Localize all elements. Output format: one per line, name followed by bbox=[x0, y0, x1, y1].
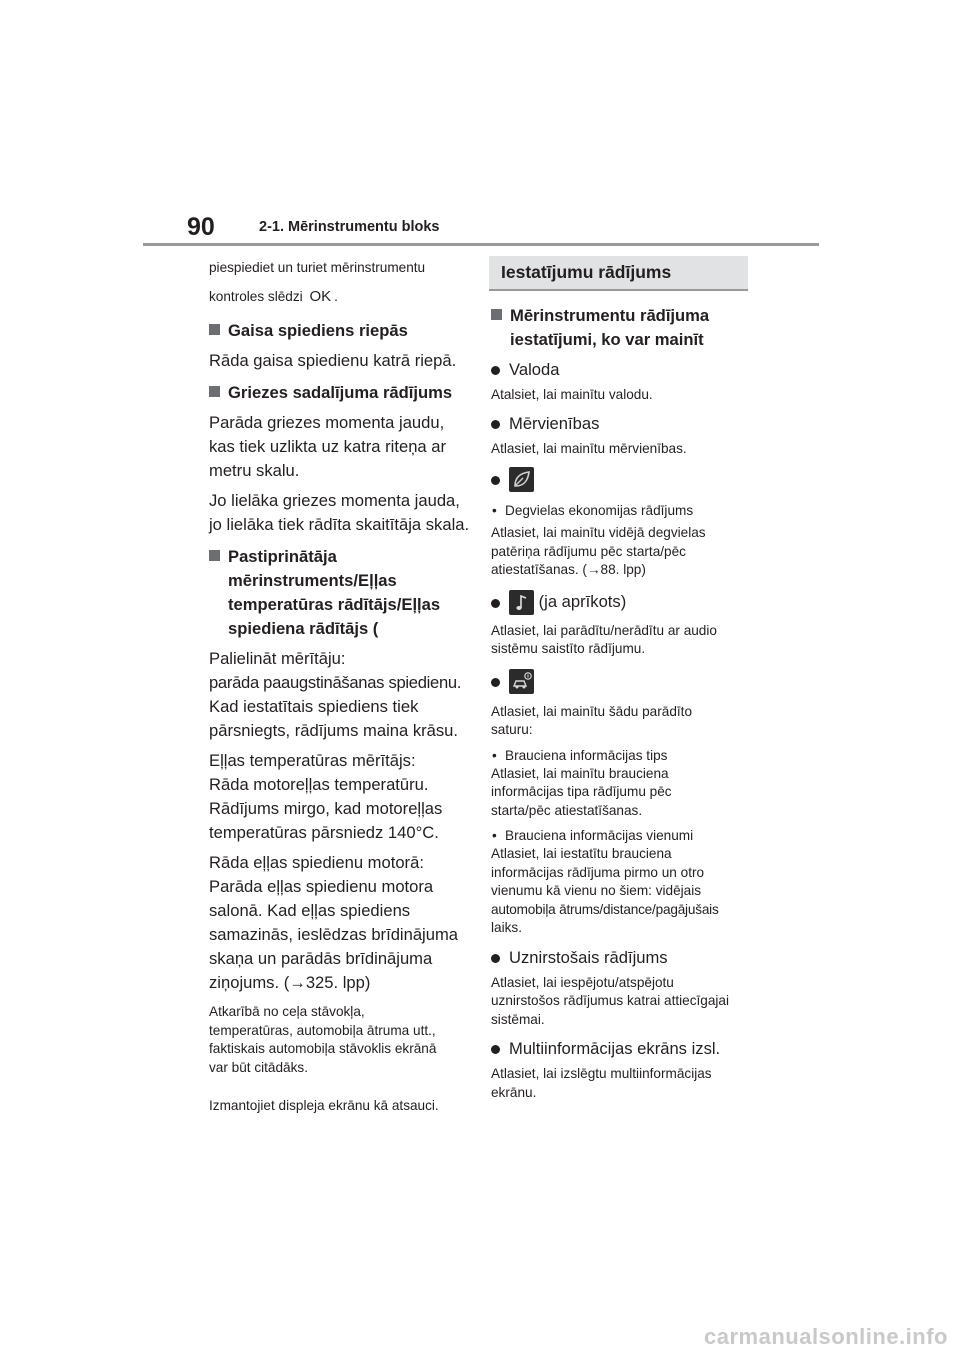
bullet-icon bbox=[491, 678, 500, 687]
bullet-icon bbox=[491, 420, 500, 429]
note-1-line-3: faktiskais automobiļa stāvoklis ekrānā bbox=[209, 1041, 437, 1056]
item-units: Mērvienības bbox=[491, 412, 753, 436]
boost-text-1: Palielināt mērītāju: bbox=[209, 649, 346, 668]
drive-info-sub2-desc-2: informācijas rādījuma pirmo un otro bbox=[491, 864, 705, 880]
item-mid-off: Multiinformācijas ekrāns izsl. bbox=[491, 1037, 753, 1061]
bullet-icon bbox=[491, 1045, 500, 1054]
watermark-logo: carmanualsonline.info bbox=[704, 1324, 948, 1349]
note-2: Izmantojiet displeja ekrānu kā atsauci. bbox=[209, 1098, 439, 1113]
oil-pressure-text-2: Parāda eļļas spiedienu motora bbox=[209, 877, 434, 896]
oil-pressure-text-5: skaņa un parādās brīdinājuma bbox=[209, 949, 433, 968]
language-desc: Atalsiet, lai mainītu valodu. bbox=[491, 387, 653, 402]
square-bullet-icon bbox=[209, 550, 220, 561]
square-bullet-icon bbox=[491, 309, 502, 320]
oil-temp-text-1: Eļļas temperatūras mērītājs: bbox=[209, 751, 416, 770]
drive-info-desc-1: Atlasiet, lai mainītu šādu parādīto bbox=[491, 703, 692, 719]
item-language: Valoda bbox=[491, 358, 753, 382]
boost-text-3: Kad iestatītais spiediens tiek bbox=[209, 697, 419, 716]
section-divider bbox=[489, 289, 748, 291]
intro-line-1: piespiediet un turiet mērinstrumentu bbox=[209, 260, 426, 275]
ok-switch-icon: OK bbox=[309, 287, 332, 305]
boost-text-4: pārsniegts, rādījums maina krāsu. bbox=[209, 721, 459, 740]
heading-tire-pressure: Gaisa spiediens riepās bbox=[209, 319, 471, 343]
note-1-line-2: temperatūras, automobiļa ātruma utt., bbox=[209, 1022, 436, 1038]
bullet-icon bbox=[491, 954, 500, 963]
eco-desc-1: Atlasiet, lai mainītu vidējā degvielas bbox=[491, 525, 706, 540]
heading-boost-gauge-2: mērinstruments/Eļļas bbox=[228, 571, 397, 590]
oil-temp-text-2: Rāda motoreļļas temperatūru. bbox=[209, 775, 429, 794]
item-audio: (ja aprīkots) bbox=[491, 590, 753, 616]
eco-desc-2: patēriņa rādījumu pēc starta/pēc bbox=[491, 543, 686, 559]
popup-desc-1: Atlasiet, lai iespējotu/atspējotu bbox=[491, 974, 674, 990]
bullet-icon bbox=[491, 476, 500, 485]
right-column bbox=[491, 256, 753, 1102]
drive-info-sub2-desc-4: automobiļa ātrums/distance/pagājušais bbox=[491, 901, 719, 917]
drive-info-subitem-1: • Brauciena informācijas tips bbox=[492, 747, 668, 763]
mid-off-desc-1: Atlasiet, lai izslēgtu multiinformācijas bbox=[491, 1066, 712, 1081]
item-drive-info bbox=[491, 669, 753, 695]
drive-info-icon bbox=[509, 669, 534, 694]
note-1-line-4: var būt citādāks. bbox=[209, 1059, 308, 1075]
heading-boost-gauge-3: temperatūras rādītājs/Eļļas bbox=[228, 595, 441, 614]
section-title: Iestatījumu rādījums bbox=[489, 256, 748, 289]
drive-info-subitem-2: • Brauciena informācijas vienumi bbox=[492, 828, 694, 843]
square-bullet-icon bbox=[209, 324, 220, 335]
boost-text-2: parāda paaugstināšanas spiedienu. bbox=[209, 673, 462, 692]
drive-info-sub2-desc-1: Atlasiet, lai iestatītu brauciena bbox=[491, 846, 672, 861]
heading-settings-2: iestatījumi, ko var mainīt bbox=[510, 330, 704, 349]
oil-pressure-text-1: Rāda eļļas spiedienu motorā: bbox=[209, 853, 424, 872]
eco-subitem: • Degvielas ekonomijas rādījums bbox=[492, 503, 694, 518]
heading-boost-gauge: Pastiprinātāja bbox=[209, 545, 471, 569]
torque-text-5: jo lielāka tiek rādīta skaitītāja skala. bbox=[209, 515, 470, 534]
audio-desc-1: Atlasiet, lai parādītu/nerādītu ar audio bbox=[491, 622, 717, 638]
heading-settings: Mērinstrumentu rādījuma bbox=[491, 304, 753, 328]
popup-desc-2: uznirstošos rādījumus katrai attiecīgajai bbox=[491, 993, 729, 1008]
mid-off-desc-2: ekrānu. bbox=[491, 1084, 537, 1100]
item-eco bbox=[491, 467, 753, 493]
intro-line-2: kontroles slēdzi OK . bbox=[209, 287, 338, 305]
units-desc: Atlasiet, lai mainītu mērvienības. bbox=[491, 440, 687, 456]
oil-temp-text-3: Rādījums mirgo, kad motoreļļas bbox=[209, 799, 443, 818]
popup-desc-3: sistēmai. bbox=[491, 1011, 545, 1027]
torque-text-3: metru skalu. bbox=[209, 461, 300, 480]
drive-info-desc-2: saturu: bbox=[491, 722, 533, 737]
oil-temp-text-4: temperatūras pārsniedz 140°C. bbox=[209, 823, 439, 842]
note-1-line-1: Atkarībā no ceļa stāvokļa, bbox=[209, 1004, 365, 1019]
heading-torque-distribution: Griezes sadalījuma rādījums bbox=[209, 381, 471, 405]
heading-boost-gauge-4: spiediena rādītājs ( bbox=[228, 619, 379, 638]
torque-text-4: Jo lielāka griezes momenta jauda, bbox=[209, 491, 460, 510]
bullet-icon bbox=[491, 366, 500, 375]
bullet-icon bbox=[491, 599, 500, 608]
drive-info-sub2-desc-5: laiks. bbox=[491, 920, 522, 935]
oil-pressure-text-6: ziņojums. (→325. lpp) bbox=[209, 973, 371, 992]
drive-info-sub2-desc-3: vienumu kā vienu no šiem: vidējais bbox=[491, 883, 702, 898]
page-number: 90 bbox=[187, 213, 215, 241]
drive-info-sub1-desc-1: Atlasiet, lai mainītu brauciena bbox=[491, 765, 669, 781]
torque-text-2: kas tiek uzlikta uz katra riteņa ar bbox=[209, 437, 447, 456]
header-divider bbox=[143, 243, 819, 246]
torque-text-1: Parāda griezes momenta jaudu, bbox=[209, 413, 445, 432]
music-note-icon bbox=[509, 590, 534, 615]
oil-pressure-text-4: samazinās, ieslēdzas brīdinājuma bbox=[209, 925, 459, 944]
oil-pressure-text-3: salonā. Kad eļļas spiediens bbox=[209, 901, 411, 920]
audio-desc-2: sistēmu saistīto rādījumu. bbox=[491, 641, 646, 656]
item-popup: Uznirstošais rādījums bbox=[491, 946, 753, 970]
left-column bbox=[209, 256, 471, 1116]
drive-info-sub1-desc-3: starta/pēc atiestatīšanas. bbox=[491, 802, 643, 818]
square-bullet-icon bbox=[209, 386, 220, 397]
chapter-title: 2-1. Mērinstrumentu bloks bbox=[259, 219, 440, 235]
leaf-icon bbox=[509, 467, 534, 492]
drive-info-sub1-desc-2: informācijas tipa rādījumu pēc bbox=[491, 784, 672, 799]
eco-desc-3: atiestatīšanas. (→88. lpp) bbox=[491, 562, 646, 577]
tire-pressure-text: Rāda gaisa spiedienu katrā riepā. bbox=[209, 351, 457, 370]
